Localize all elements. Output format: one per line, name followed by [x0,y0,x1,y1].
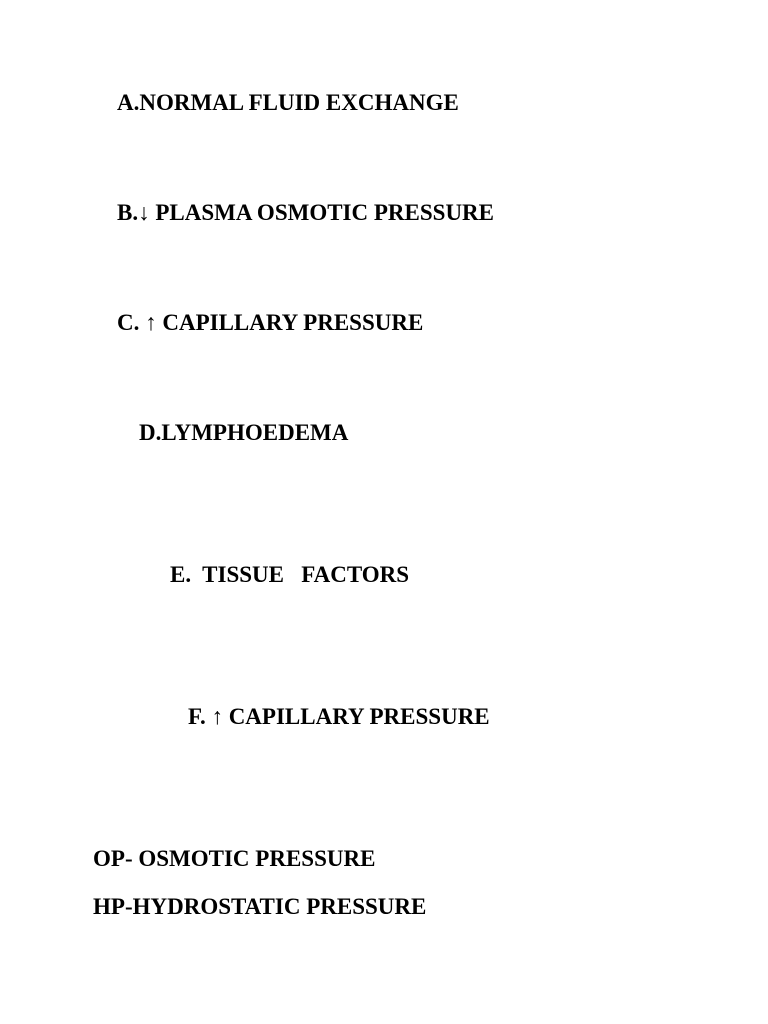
legend-hp-hydrostatic-pressure: HP-HYDROSTATIC PRESSURE [93,894,427,919]
legend-op-osmotic-pressure: OP- OSMOTIC PRESSURE [93,846,376,871]
item-d-lymphoedema: D.LYMPHOEDEMA [139,420,349,445]
item-e-tissue-factors: E. TISSUE FACTORS [170,562,410,587]
item-a-normal-fluid-exchange: A.NORMAL FLUID EXCHANGE [117,90,459,115]
item-b-plasma-osmotic-pressure: B.↓ PLASMA OSMOTIC PRESSURE [117,200,495,225]
item-f-capillary-pressure: F. ↑ CAPILLARY PRESSURE [188,704,490,729]
item-c-capillary-pressure: C. ↑ CAPILLARY PRESSURE [117,310,424,335]
